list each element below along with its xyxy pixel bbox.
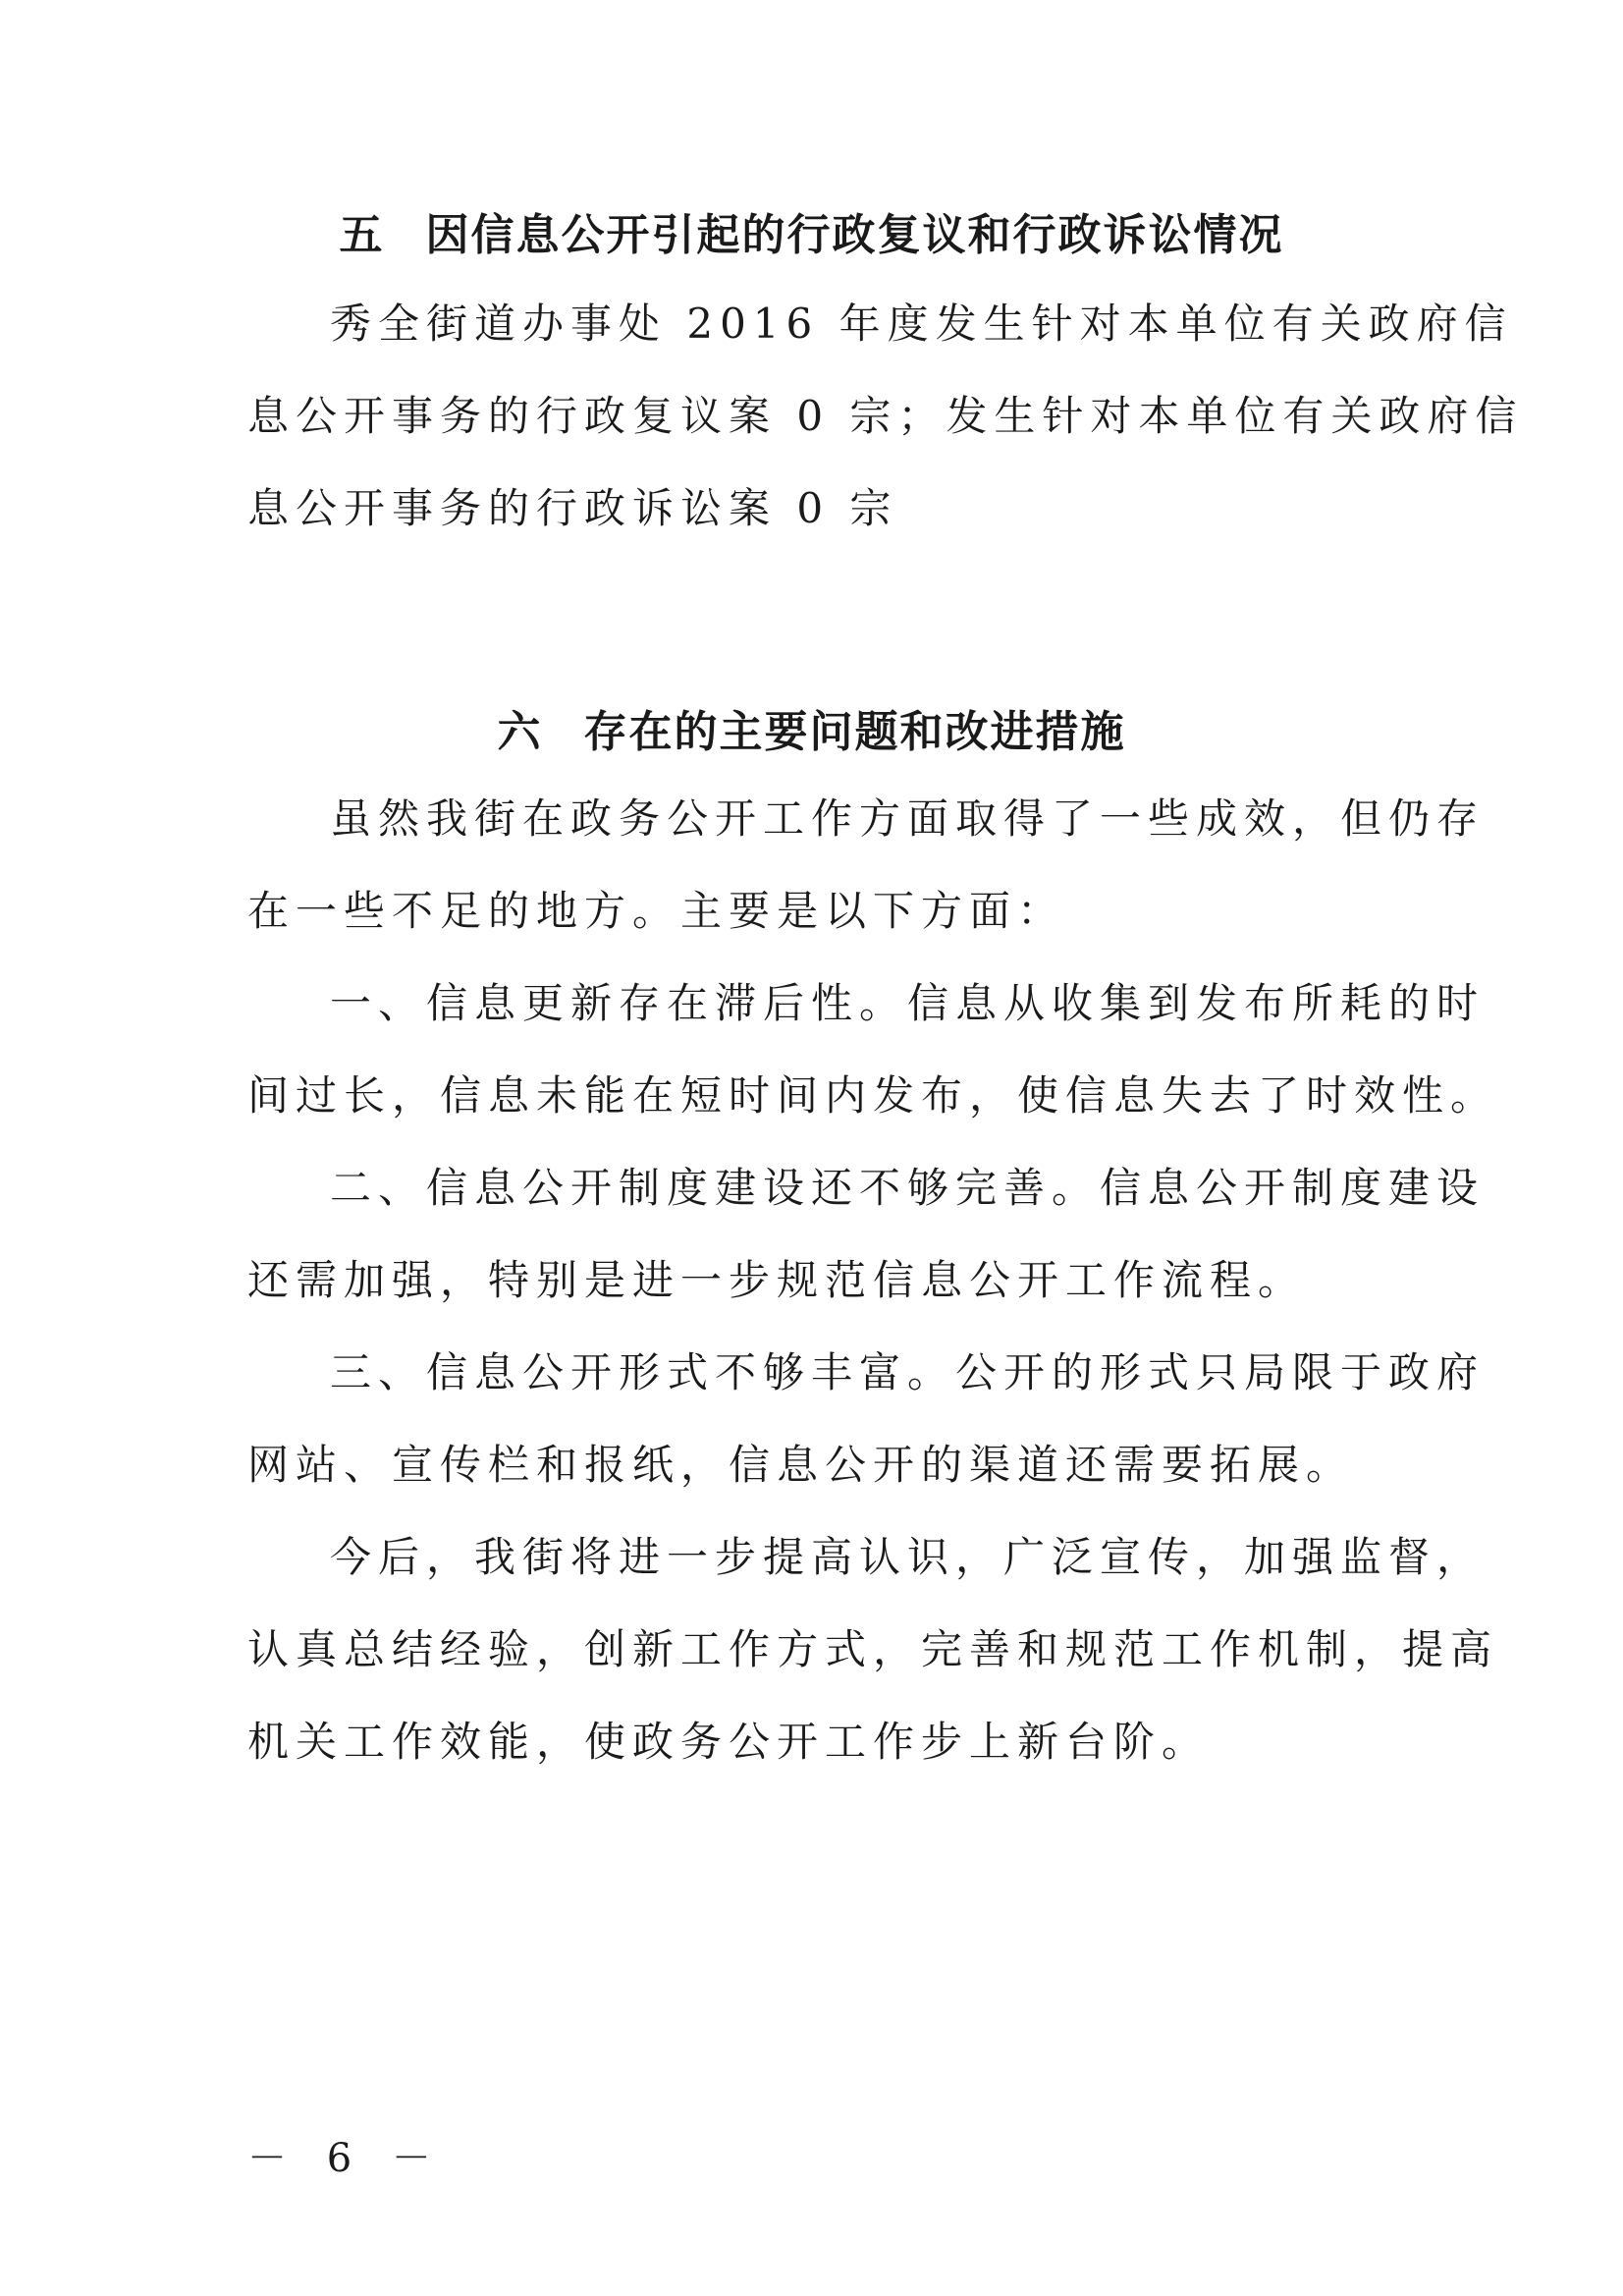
- paragraph-line: 今后，我街将进一步提高认识，广泛宣传，加强监督，: [330, 1533, 1486, 1581]
- paragraph-line: 机关工作效能，使政务公开工作步上新台阶。: [247, 1718, 1211, 1766]
- paragraph-line: 间过长，信息未能在短时间内发布，使信息失去了时效性。: [247, 1071, 1499, 1120]
- section-6-number: 六: [497, 707, 543, 757]
- paragraph-line: 三、信息公开形式不够丰富。公开的形式只局限于政府: [330, 1348, 1486, 1396]
- paragraph-line: 一、信息更新存在滞后性。信息从收集到发布所耗的时: [330, 979, 1486, 1027]
- section-6-paragraph-intro: [247, 773, 1486, 957]
- section-6-paragraph-conclusion: [247, 1511, 1499, 1788]
- section-5-number: 五: [339, 210, 385, 260]
- paragraph-line: 网站、宣传栏和报纸，信息公开的渠道还需要拓展。: [247, 1441, 1355, 1489]
- paragraph-line: 息公开事务的行政诉讼案 0 宗: [247, 484, 898, 532]
- paragraph-line: 息公开事务的行政复议案 0 宗；发生针对本单位有关政府信: [247, 392, 1524, 440]
- paragraph-line: 认真总结经验，创新工作方式，完善和规范工作机制，提高: [247, 1625, 1499, 1673]
- section-6-heading: [0, 703, 1623, 762]
- paragraph-line: 二、信息公开制度建设还不够完善。信息公开制度建设: [330, 1164, 1486, 1212]
- section-6-paragraph-issue-1: [247, 957, 1499, 1142]
- section-6-paragraph-issue-3: [247, 1327, 1486, 1511]
- section-5-title: 因信息公开引起的行政复议和行政诉讼情况: [425, 210, 1284, 260]
- section-5-heading: [0, 206, 1623, 265]
- paragraph-line: 虽然我街在政务公开工作方面取得了一些成效，但仍存: [330, 794, 1486, 843]
- paragraph-line: 还需加强，特别是进一步规范信息公开工作流程。: [247, 1256, 1307, 1304]
- section-6-title: 存在的主要问题和改进措施: [583, 707, 1126, 757]
- page-number: － 6 －: [247, 2136, 445, 2181]
- section-5-paragraph: [247, 278, 1524, 555]
- section-6-paragraph-issue-2: [247, 1142, 1486, 1327]
- paragraph-line: 在一些不足的地方。主要是以下方面：: [247, 887, 1066, 935]
- paragraph-line: 秀全街道办事处 2016 年度发生针对本单位有关政府信: [330, 300, 1513, 348]
